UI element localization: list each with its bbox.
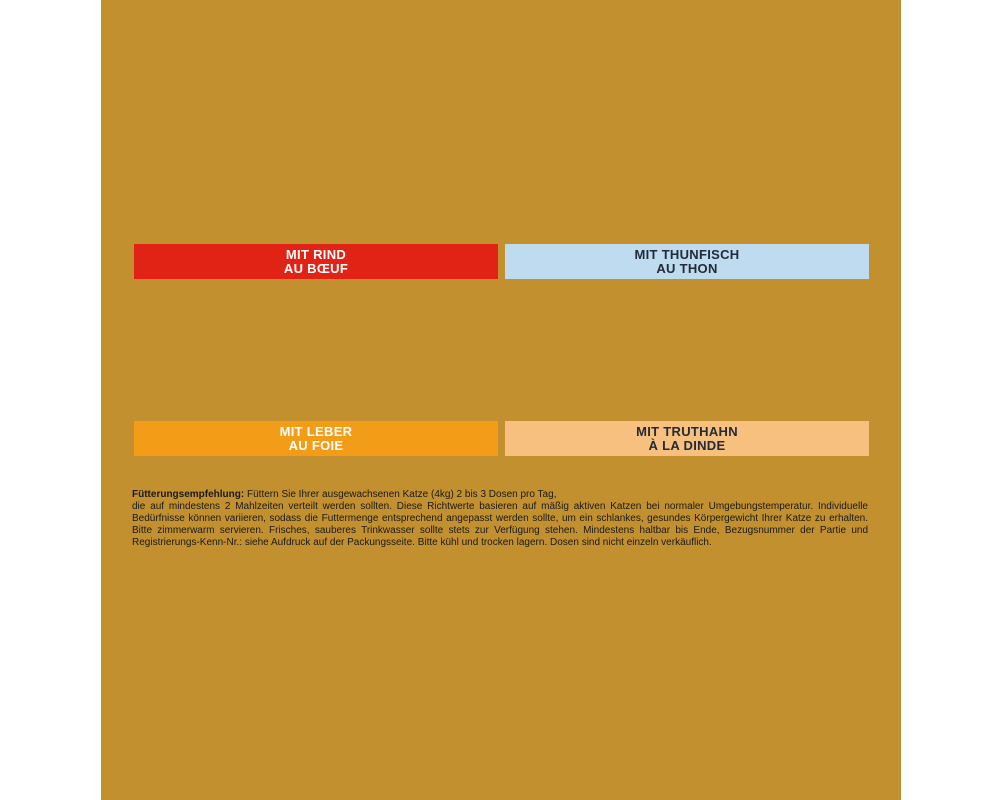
flavor-label-liver xyxy=(134,421,498,456)
flavor-label-tuna xyxy=(505,244,869,279)
flavor-liver-german: MIT LEBER xyxy=(279,423,353,439)
feeding-intro: Füttern Sie Ihrer ausgewachsenen Katze (4kg) 2 bis 3 Dosen pro Tag, xyxy=(244,489,557,500)
feeding-body: die auf mindestens 2 Mahlzeiten verteilt werden sollten. Diese Richtwerte basieren auf mäßig aktiven Katzen bei normaler Umgebungstemperatur. Individuelle Bedürfnisse können variieren, sodass die Futtermenge entsprechend angepasst werden sollte, um ein schlankes, gesundes Körpergewicht Ihrer Katze zu erhalten. Bitte zimmerwarm servieren. Frisches, sauberes Trinkwasser sollte stets zur Verfügung stehen. Mindestens haltbar bis Ende, Bezugsnummer der Partie und Registrierungs-Kenn-Nr.: siehe Aufdruck auf der Packungsseite. Bitte kühl und trocken lagern. Dosen sind nicht einzeln verkäuflich. xyxy=(132,501,868,548)
flavor-liver-french: AU FOIE xyxy=(288,437,344,453)
flavor-label-turkey xyxy=(505,421,869,456)
feeding-heading: Fütterungsempfehlung: xyxy=(132,489,245,500)
flavor-tuna-german: MIT THUNFISCH xyxy=(634,246,740,262)
flavor-beef-german: MIT RIND xyxy=(285,246,347,262)
flavor-label-beef xyxy=(134,244,498,279)
flavor-beef-french: AU BŒUF xyxy=(283,260,349,276)
flavor-turkey-french: À LA DINDE xyxy=(648,437,726,453)
feeding-recommendation xyxy=(132,489,868,549)
flavor-turkey-german: MIT TRUTHAHN xyxy=(636,423,738,439)
feeding-first-line xyxy=(132,489,868,501)
package-panel xyxy=(101,0,901,800)
flavor-tuna-french: AU THON xyxy=(656,260,718,276)
